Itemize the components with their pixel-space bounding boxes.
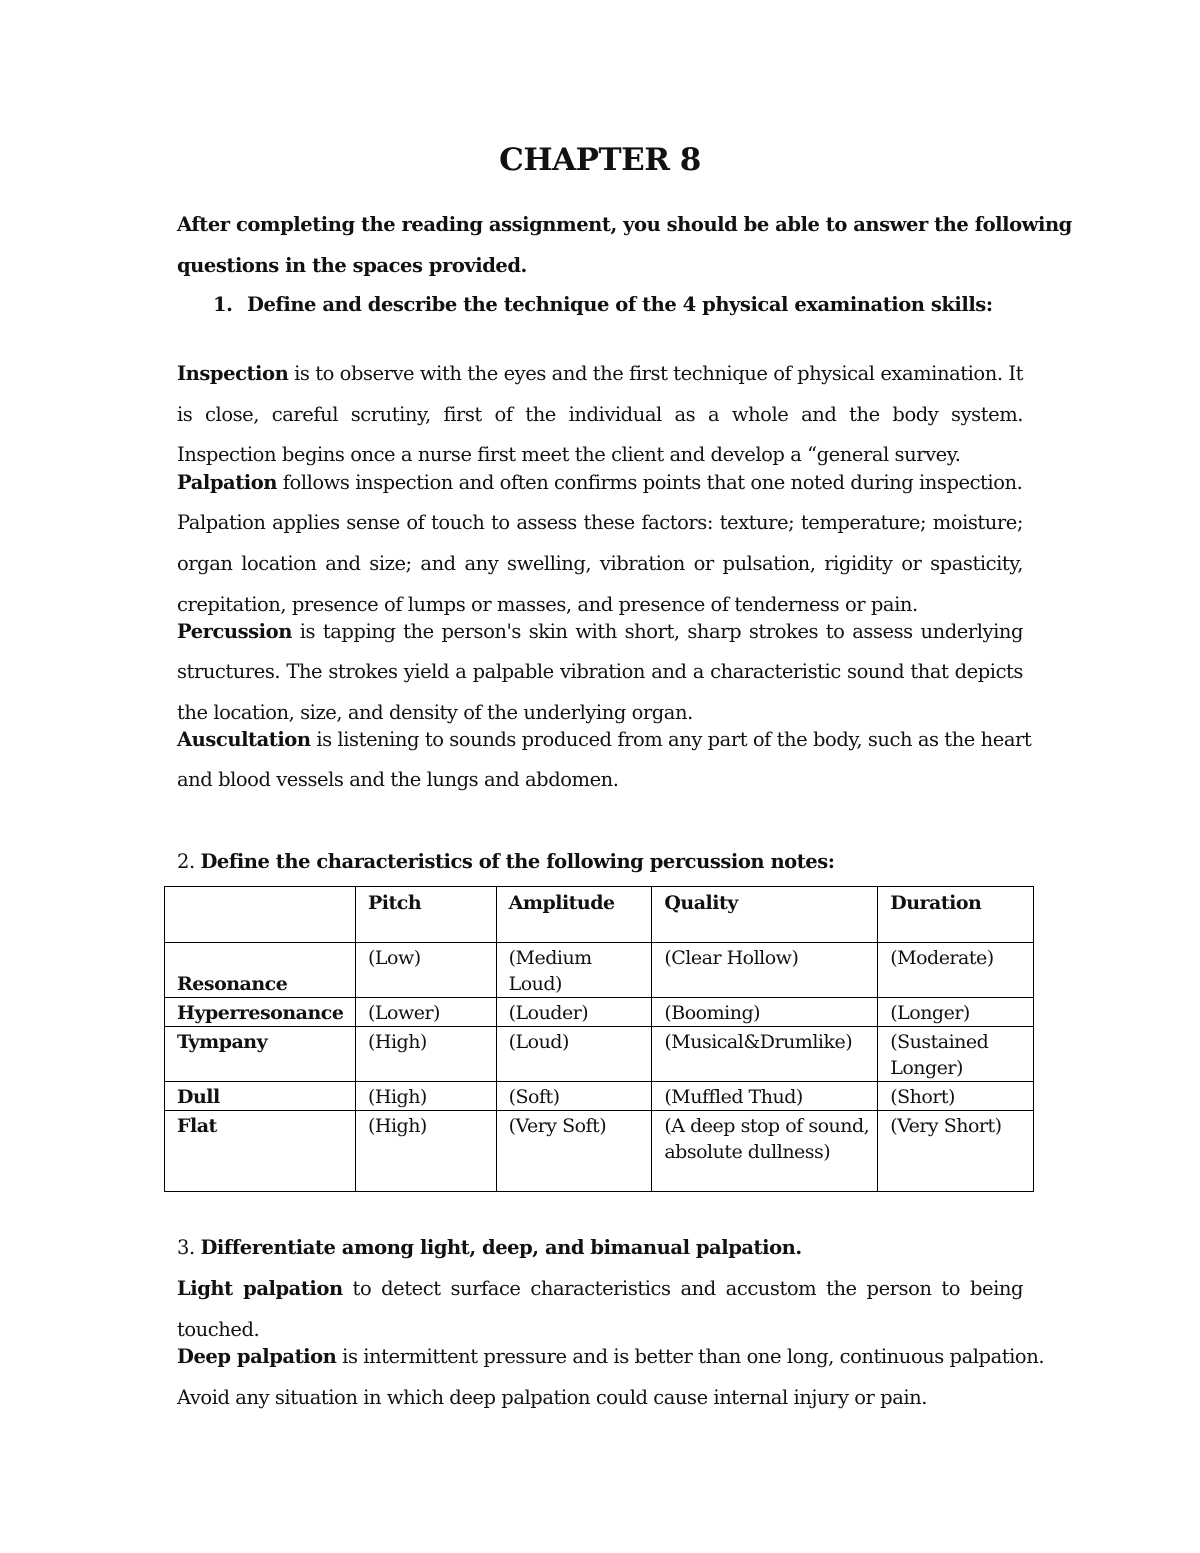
percussion-text-1: is tapping the person's skin with short, sharp strokes to assess underlying (291, 620, 1023, 643)
inspection-line-2: is close, careful scrutiny, first of the individual as a whole and the body system. (177, 403, 1023, 426)
question-2-number: 2. (177, 850, 195, 873)
quality-cell: (Musical&Drumlike) (652, 1027, 878, 1082)
percussion-notes-table (164, 886, 1034, 1192)
light-palpation-line-2: touched. (177, 1318, 260, 1341)
duration-cell: (Short) (878, 1082, 1034, 1111)
intro-line-2: questions in the spaces provided. (177, 254, 527, 277)
duration-cell: (Moderate) (878, 943, 1034, 998)
palpation-line-4: crepitation, presence of lumps or masses, and presence of tenderness or pain. (177, 593, 918, 616)
row-label: Hyperresonance (165, 998, 356, 1027)
deep-palpation-text-1: is intermittent pressure and is better than one long, continuous palpation. (336, 1345, 1045, 1368)
pitch-cell: (High) (355, 1027, 496, 1082)
quality-cell: (Booming) (652, 998, 878, 1027)
light-palpation-term: Light palpation (177, 1277, 343, 1300)
inspection-text-1: is to observe with the eyes and the first technique of physical examination. It (288, 362, 1023, 385)
percussion-line-3: the location, size, and density of the underlying organ. (177, 701, 693, 724)
table-row (165, 1027, 1034, 1082)
pitch-cell: (High) (355, 1082, 496, 1111)
row-label: Flat (165, 1111, 356, 1192)
quality-cell: (Clear Hollow) (652, 943, 878, 998)
inspection-line-1 (177, 361, 1023, 387)
page-title: CHAPTER 8 (499, 142, 701, 178)
palpation-line-2: Palpation applies sense of touch to assess these factors: texture; temperature; moisture; (177, 511, 1023, 534)
deep-palpation-line-2: Avoid any situation in which deep palpation could cause internal injury or pain. (177, 1386, 928, 1409)
question-3-text: Differentiate among light, deep, and bimanual palpation. (200, 1236, 802, 1259)
question-2 (177, 849, 1023, 875)
intro-line-1: After completing the reading assignment, you should be able to answer the following (177, 213, 1072, 236)
percussion-line-1 (177, 619, 1023, 645)
row-label: Tympany (165, 1027, 356, 1082)
amplitude-cell: (Very Soft) (496, 1111, 652, 1192)
question-3 (177, 1235, 1023, 1261)
amplitude-cell: (Loud) (496, 1027, 652, 1082)
auscultation-text-1: is listening to sounds produced from any part of the body, such as the heart (310, 728, 1032, 751)
auscultation-line-1 (177, 727, 1032, 753)
question-1-number: 1. (213, 293, 233, 316)
light-palpation-line-1 (177, 1276, 1023, 1302)
deep-palpation-line-1 (177, 1344, 1045, 1370)
duration-cell: (Longer) (878, 998, 1034, 1027)
question-3-number: 3. (177, 1236, 195, 1259)
quality-cell: (Muffled Thud) (652, 1082, 878, 1111)
table-header-row (165, 887, 1034, 943)
inspection-term: Inspection (177, 362, 289, 385)
table-row (165, 998, 1034, 1027)
deep-palpation-term: Deep palpation (177, 1345, 337, 1368)
pitch-cell: (High) (355, 1111, 496, 1192)
quality-cell: (A deep stop of sound, absolute dullness) (652, 1111, 878, 1192)
palpation-line-1 (177, 470, 1023, 496)
question-2-text: Define the characteristics of the following percussion notes: (200, 850, 835, 873)
palpation-line-3: organ location and size; and any swelling, vibration or pulsation, rigidity or spasticity, (177, 552, 1023, 575)
table-row (165, 943, 1034, 998)
palpation-text-1: follows inspection and often confirms points that one noted during inspection. (277, 471, 1023, 494)
table-header-cell: Pitch (355, 887, 496, 943)
inspection-line-3: Inspection begins once a nurse first meet the client and develop a “general survey. (177, 443, 961, 466)
pitch-cell: (Low) (355, 943, 496, 998)
percussion-term: Percussion (177, 620, 292, 643)
light-palpation-text-1: to detect surface characteristics and accustom the person to being (342, 1277, 1023, 1300)
auscultation-line-2: and blood vessels and the lungs and abdomen. (177, 768, 619, 791)
question-1-text: Define and describe the technique of the 4 physical examination skills: (247, 293, 993, 316)
duration-cell: (Sustained Longer) (878, 1027, 1034, 1082)
table-row (165, 1082, 1034, 1111)
table-header-cell: Amplitude (496, 887, 652, 943)
percussion-line-2: structures. The strokes yield a palpable vibration and a characteristic sound that depicts (177, 660, 1023, 683)
table-header-cell: Duration (878, 887, 1034, 943)
table-header-cell: Quality (652, 887, 878, 943)
palpation-term: Palpation (177, 471, 278, 494)
auscultation-term: Auscultation (177, 728, 311, 751)
amplitude-cell: (Louder) (496, 998, 652, 1027)
row-label: Dull (165, 1082, 356, 1111)
table-row (165, 1111, 1034, 1192)
row-label: Resonance (165, 943, 356, 998)
amplitude-cell: (Medium Loud) (496, 943, 652, 998)
amplitude-cell: (Soft) (496, 1082, 652, 1111)
duration-cell: (Very Short) (878, 1111, 1034, 1192)
table-header-cell (165, 887, 356, 943)
pitch-cell: (Lower) (355, 998, 496, 1027)
